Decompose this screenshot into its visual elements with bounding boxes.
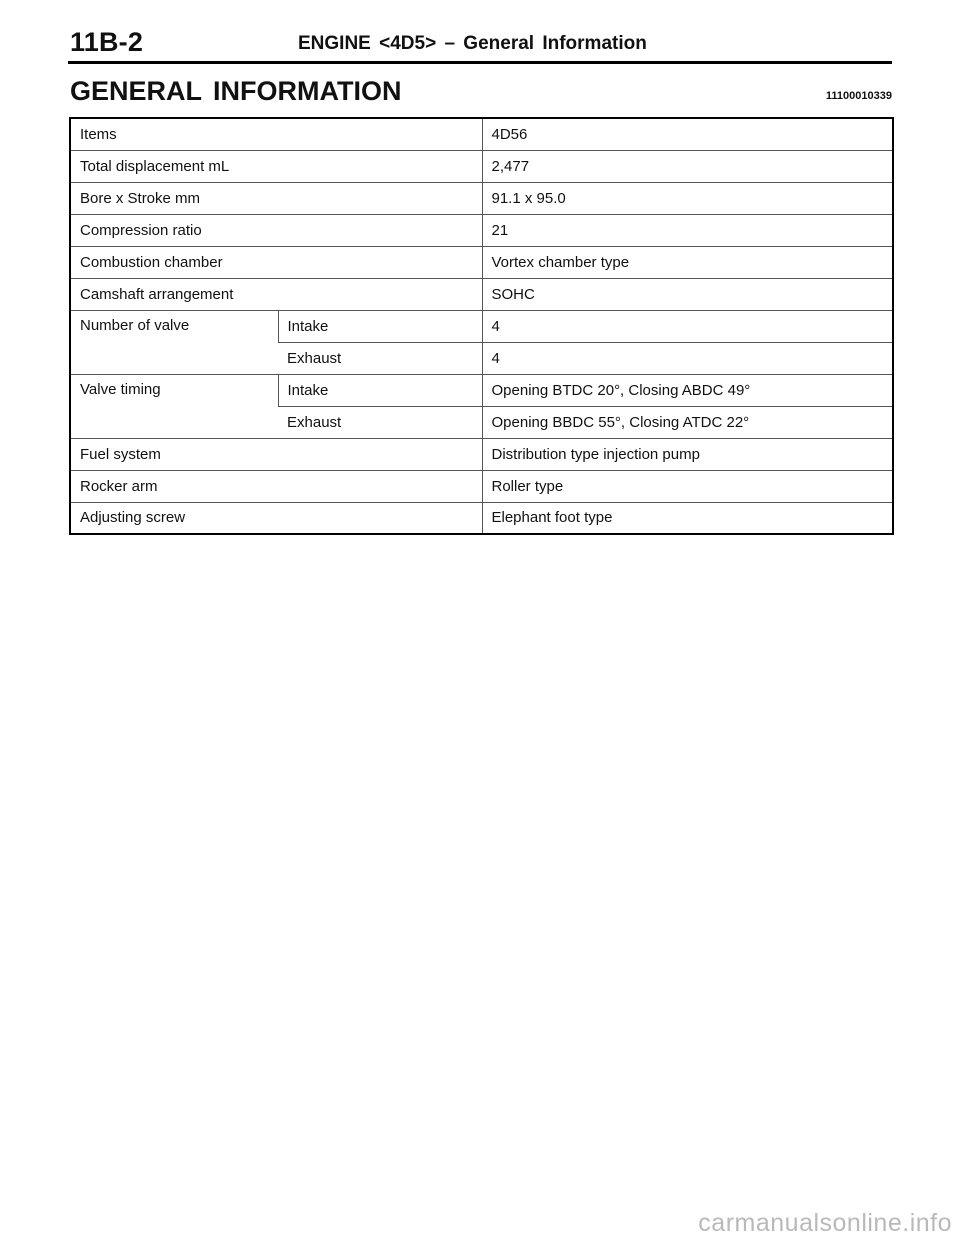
table-cell-sublabel: Exhaust bbox=[278, 342, 482, 374]
table-cell-label: Adjusting screw bbox=[70, 502, 482, 534]
table-cell-value: 91.1 x 95.0 bbox=[482, 182, 893, 214]
table-cell-label: Rocker arm bbox=[70, 470, 482, 502]
table-cell-sublabel: Intake bbox=[278, 374, 482, 406]
table-row bbox=[70, 438, 893, 470]
table-cell-value: 2,477 bbox=[482, 150, 893, 182]
table-cell-value: Opening BTDC 20°, Closing ABDC 49° bbox=[482, 374, 893, 406]
table-cell-label: Number of valve bbox=[70, 310, 278, 374]
table-cell-value: SOHC bbox=[482, 278, 893, 310]
table-cell-value: 4 bbox=[482, 310, 893, 342]
table-cell-label: Compression ratio bbox=[70, 214, 482, 246]
table-cell-value: Roller type bbox=[482, 470, 893, 502]
section-code: 11100010339 bbox=[825, 90, 892, 102]
specifications-table bbox=[69, 117, 894, 535]
table-row bbox=[70, 374, 893, 406]
table-cell-label: Items bbox=[80, 125, 117, 143]
table-row bbox=[70, 470, 893, 502]
table-row bbox=[70, 502, 893, 534]
section-title: GENERAL INFORMATION bbox=[70, 76, 402, 106]
table-cell-label: Combustion chamber bbox=[70, 246, 482, 278]
table-row bbox=[70, 214, 893, 246]
table-row bbox=[70, 150, 893, 182]
table-cell-label: Camshaft arrangement bbox=[70, 278, 482, 310]
table-cell-label: Fuel system bbox=[70, 438, 482, 470]
table-cell-sublabel: Intake bbox=[278, 310, 482, 342]
table-cell-sublabel: Exhaust bbox=[278, 406, 482, 438]
table-row bbox=[70, 278, 893, 310]
table-cell-value: 4 bbox=[482, 342, 893, 374]
table-cell-value: Elephant foot type bbox=[482, 502, 893, 534]
table-cell-label: Valve timing bbox=[70, 374, 278, 438]
table-row bbox=[70, 246, 893, 278]
table-cell-value: Distribution type injection pump bbox=[482, 438, 893, 470]
table-header-row bbox=[70, 118, 893, 150]
watermark: carmanualsonline.info bbox=[698, 1209, 952, 1237]
table-cell-label: Total displacement mL bbox=[70, 150, 482, 182]
table-row bbox=[70, 182, 893, 214]
page-number: 11B-2 bbox=[70, 27, 144, 57]
table-cell-value: Opening BBDC 55°, Closing ATDC 22° bbox=[482, 406, 893, 438]
table-cell-value: 4D56 bbox=[482, 118, 893, 150]
table-cell-value: Vortex chamber type bbox=[482, 246, 893, 278]
table-cell-label: Bore x Stroke mm bbox=[70, 182, 482, 214]
table-row bbox=[70, 310, 893, 342]
header-rule bbox=[68, 61, 892, 64]
running-header: ENGINE <4D5> – General Information bbox=[298, 33, 647, 54]
table-cell-value: 21 bbox=[482, 214, 893, 246]
